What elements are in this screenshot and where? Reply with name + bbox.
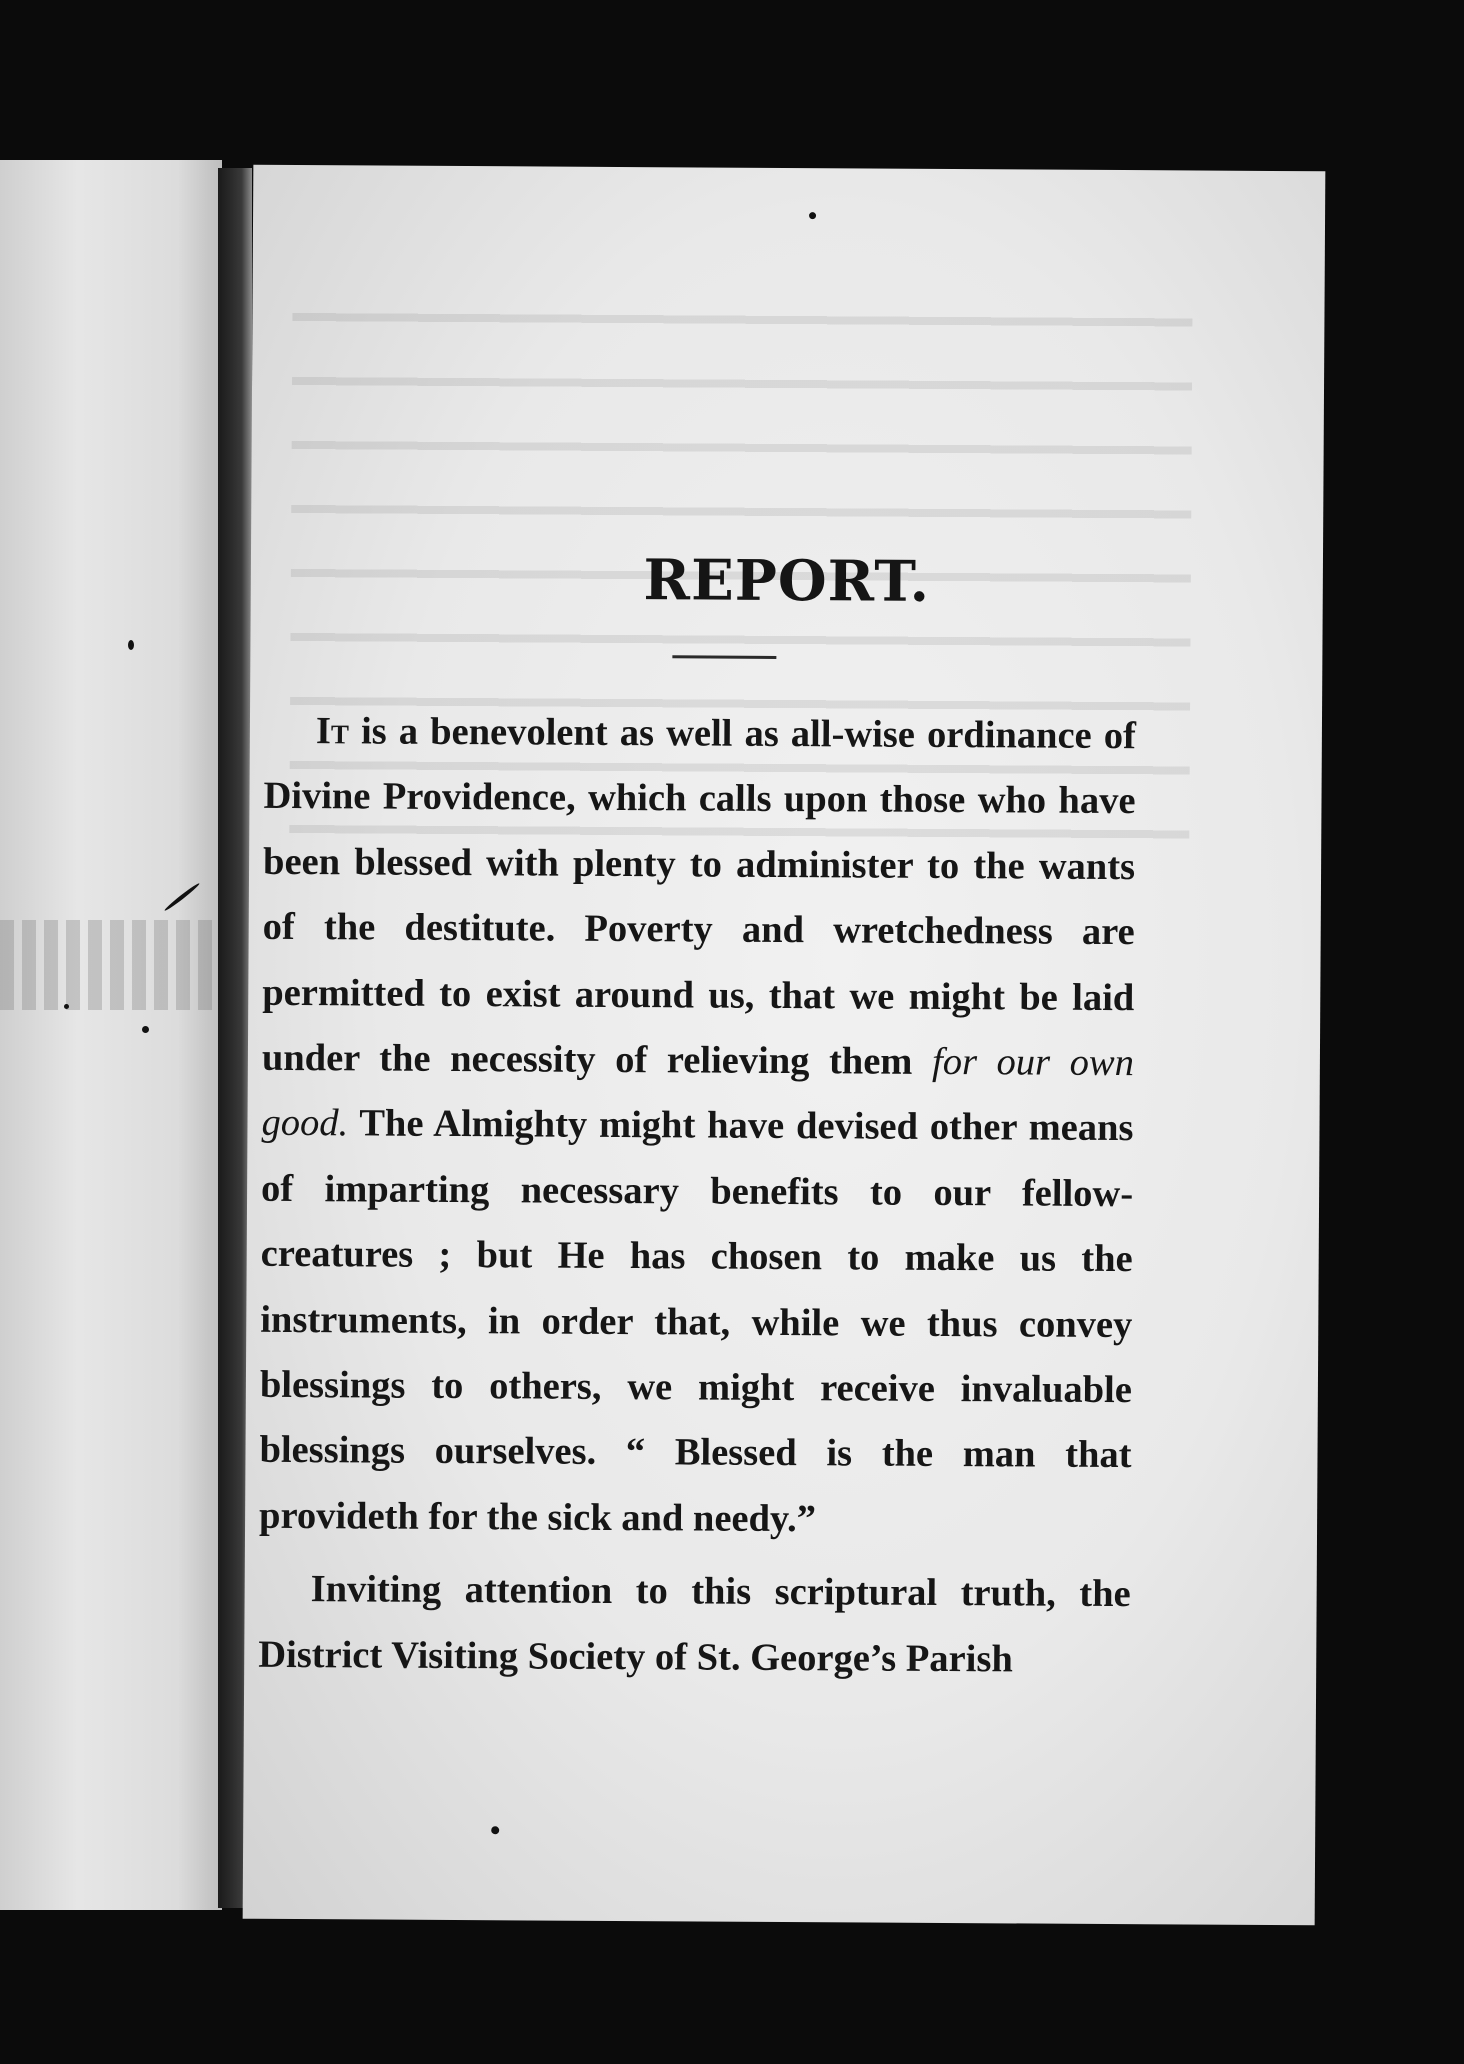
paragraph-2: Inviting attention to this scriptural truth, the District Visiting Society of St. George’s Parish	[258, 1568, 1131, 1681]
report-body	[258, 699, 1136, 1693]
paragraph-1-text-a: is a benevolent as well as all-wise ordinance of Divine Providence, which calls upon those who have been blessed with plenty to administer to the wants of the destitute. Poverty and wretchedness are permitted to exist around us, that we might be laid under the necessity of relieving them	[261, 710, 1137, 1083]
speck	[163, 882, 200, 912]
paragraph-1	[259, 699, 1136, 1555]
previous-page-ghost-text	[0, 920, 222, 1010]
speck	[809, 212, 816, 219]
heading-rule	[672, 655, 776, 659]
previous-page-edge	[0, 160, 222, 1910]
paragraph-1-lead: It	[315, 710, 350, 753]
paragraph-1-emphasis: for our own good.	[261, 1040, 1135, 1145]
speck	[64, 1004, 69, 1009]
speck	[491, 1826, 499, 1834]
paragraph-1-text-b: The Almighty might have devised other means of imparting necessary benefits to our fellow-creatures ; but He has chosen to make us the instruments, in order that, while we thus convey blessings to others, we might receive invaluable blessings ourselves. “ Blessed is the man that provideth for the sick and needy.”	[258, 1102, 1134, 1541]
speck	[142, 1026, 149, 1033]
document-page	[243, 165, 1326, 1926]
speck	[128, 640, 134, 650]
report-heading: REPORT.	[643, 547, 931, 615]
